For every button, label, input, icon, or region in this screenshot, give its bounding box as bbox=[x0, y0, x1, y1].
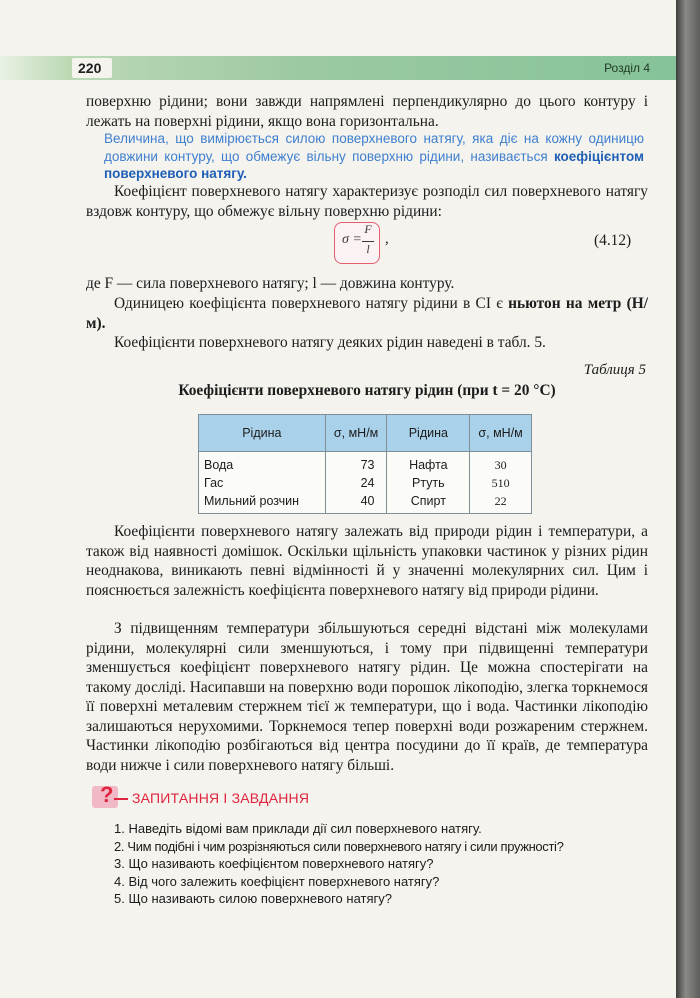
formula-comma: , bbox=[385, 231, 389, 247]
list-item: 1. Наведіть відомі вам приклади дії сил поверхневого натягу. bbox=[114, 821, 482, 836]
cell-liquid: Нафта bbox=[387, 452, 470, 475]
table-row bbox=[199, 452, 532, 475]
questions-heading-block bbox=[86, 784, 386, 816]
page-number: 220 bbox=[78, 60, 102, 76]
header-liquid: Рідина bbox=[387, 415, 470, 452]
arrow-icon bbox=[114, 798, 128, 800]
cell-liquid: Вода bbox=[199, 452, 326, 475]
table-number: Таблиця 5 bbox=[583, 362, 646, 378]
paragraph-experiment: З підвищенням температури збільшуються середні відстані між молекулами рідини, молекулярні сили зменшуються, і тому при підвищенні температури зменшується коефіцієнт поверхневого натягу рідин. Це можна спостерігати на такому досліді. Насипавши на поверхню води порошок лікоподію, злегка торкнемося її поверхні металевим стержнем тієї ж температури, що і вода. Частинки лікоподію залишаються нерухомими. Торкнемося тепер поверхні води розжареним стержнем. Частинки лікоподію розбігаються від центра посудини до її країв, де температура води нижче і сили поверхневого натягу більші. bbox=[86, 620, 648, 774]
unit-term: ньютон на метр (Н/м). bbox=[86, 295, 648, 332]
cell-liquid: Ртуть bbox=[387, 474, 470, 492]
questions-heading: ЗАПИТАННЯ І ЗАВДАННЯ bbox=[132, 790, 310, 806]
page-header bbox=[0, 56, 676, 80]
paragraph-unit bbox=[86, 294, 648, 333]
table-row bbox=[199, 492, 532, 514]
list-item: 5. Що називають силою поверхневого натягу? bbox=[114, 891, 392, 907]
header-sigma: σ, мН/м bbox=[325, 415, 387, 452]
paragraph-continued: поверхню рідини; вони завжди напрямлені перпендикулярно до цього контуру і лежать на поверхні рідини, якщо вона горизонтальна. bbox=[86, 93, 648, 130]
definition-term: коефіцієнтом поверхневого натягу. bbox=[104, 148, 644, 181]
cell-value: 510 bbox=[470, 474, 532, 492]
section-label: Розділ 4 bbox=[604, 61, 650, 75]
paragraph-where: де F — сила поверхневого натягу; l — довжина контуру. bbox=[86, 275, 455, 292]
paragraph-characterizes: Коефіцієнт поверхневого натягу характеризує розподіл сил поверхневого натягу вздовж контуру, що обмежує вільну поверхню рідини: bbox=[86, 183, 648, 220]
question-mark-icon: ? bbox=[100, 782, 114, 807]
cell-value: 24 bbox=[325, 474, 387, 492]
cell-value: 22 bbox=[470, 492, 532, 514]
questions-list bbox=[114, 820, 654, 908]
paragraph-depends: Коефіцієнти поверхневого натягу залежать від природи рідин і температури, а також від наявності домішок. Оскільки щільність упаковки частинок у різних рідин неоднакова, виникають певні відмінності й у значенні молекулярних сил. Цим і пояснюється залежність коефіцієнта поверхневого натягу від природи рідини. bbox=[86, 523, 648, 599]
header-sigma: σ, мН/м bbox=[470, 415, 532, 452]
table-title: Коефіцієнти поверхневого натягу рідин (при t = 20 °С) bbox=[178, 382, 556, 399]
definition-block bbox=[104, 130, 644, 183]
table-row bbox=[199, 474, 532, 492]
list-item: 2. Чим подібні і чим розрізняються сили поверхневого натягу і сили пружності? bbox=[114, 838, 564, 854]
cell-value: 30 bbox=[470, 452, 532, 475]
unit-text: Одиницею коефіцієнта поверхневого натягу рідини в СІ є bbox=[114, 295, 509, 312]
cell-value: 40 bbox=[325, 492, 387, 514]
book-spine-edge bbox=[676, 0, 700, 998]
surface-tension-table bbox=[198, 414, 532, 514]
definition-text: Величина, що вимірюється силою поверхневого натягу, яка діє на кожну одиницю довжини контуру, що обмежує вільну поверхню рідини, називається bbox=[104, 131, 644, 164]
paragraph-table-ref: Коефіцієнти поверхневого натягу деяких рідин наведені в табл. 5. bbox=[114, 334, 546, 351]
list-item: 3. Що називають коефіцієнтом поверхневого натягу? bbox=[114, 856, 434, 872]
formula-lhs: σ = bbox=[342, 232, 362, 247]
cell-liquid: Гас bbox=[199, 474, 326, 492]
formula-denominator: l bbox=[366, 242, 370, 256]
cell-liquid: Спирт bbox=[387, 492, 470, 514]
formula-numerator: F bbox=[364, 222, 372, 236]
cell-value: 73 bbox=[325, 452, 387, 475]
list-item: 4. Від чого залежить коефіцієнт поверхневого натягу? bbox=[114, 873, 440, 889]
header-liquid: Рідина bbox=[199, 415, 326, 452]
cell-liquid: Мильний розчин bbox=[199, 492, 326, 514]
formula-number: (4.12) bbox=[594, 232, 632, 249]
table-header-row bbox=[199, 415, 532, 452]
